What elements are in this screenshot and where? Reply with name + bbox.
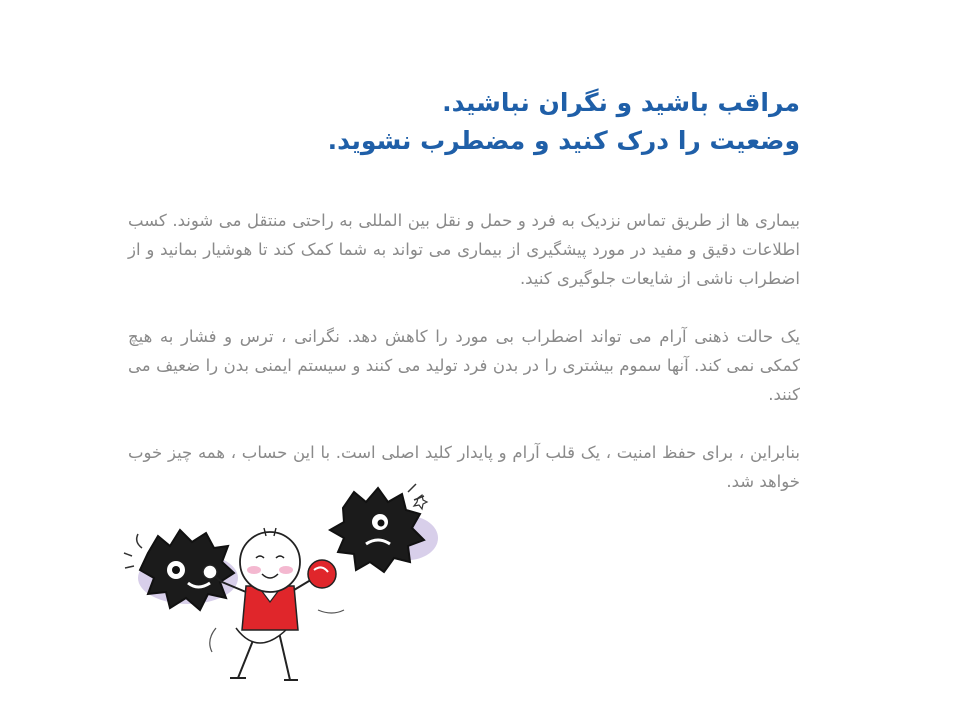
- motion-line: [318, 610, 344, 613]
- paragraph-2: یک حالت ذهنی آرام می تواند اضطراب بی مورد را کاهش دهد. نگرانی ، ترس و فشار به هیچ کمکی نمی کند. آنها سموم بیشتری را در بدن فرد تولید می کنند و سیستم ایمنی بدن را ضعیف می کنند.: [128, 327, 800, 404]
- title-line-1: مراقب باشید و نگران نباشید.: [442, 88, 800, 117]
- slide-title: [160, 84, 800, 160]
- title-line-2: وضعیت را درک کنید و مضطرب نشوید.: [327, 126, 800, 155]
- paragraph-1: بیماری ها از طریق تماس نزدیک به فرد و حمل و نقل بین المللی به راحتی منتقل می شوند. کسب اطلاعات دقیق و مفید در مورد پیشگیری از بیماری می تواند به شما کمک کند تا هوشیار بمانید و از اضطراب ناشی از شایعات جلوگیری کنید.: [128, 211, 800, 288]
- boxing-character-icon: [118, 478, 448, 693]
- motion-line: [210, 628, 216, 652]
- paragraph-3: بنابراین ، برای حفظ امنیت ، یک قلب آرام و پایدار کلید اصلی است. با این حساب ، همه چیز خوب خواهد شد.: [128, 443, 800, 491]
